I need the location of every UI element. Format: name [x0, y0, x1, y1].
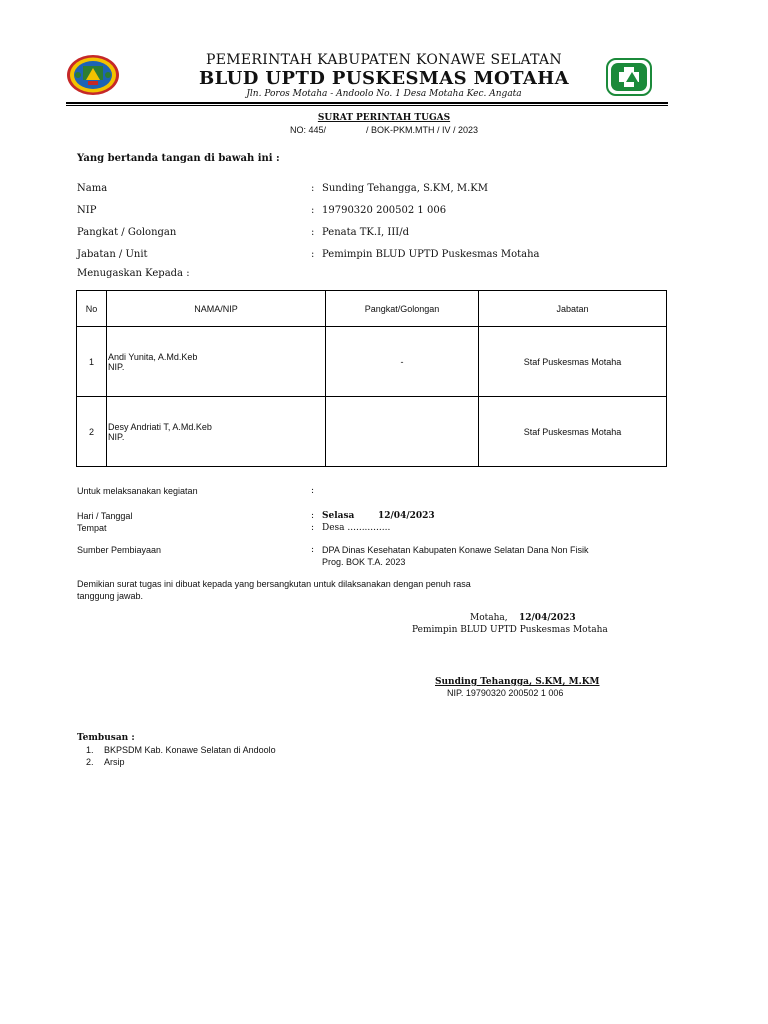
- field-value-nip: 19790320 200502 1 006: [322, 205, 447, 216]
- activity-label: Untuk melaksanakan kegiatan: [77, 486, 198, 496]
- row-pangkat: [326, 397, 479, 467]
- field-colon: :: [311, 486, 315, 496]
- date-label: Hari / Tanggal: [77, 511, 133, 521]
- signature-nip: NIP. 19790320 200502 1 006: [447, 688, 564, 698]
- tembusan-list: [86, 745, 276, 769]
- letter-number: NO: 445/ / BOK-PKM.MTH / IV / 2023: [289, 125, 479, 135]
- funding-line-1: DPA Dinas Kesehatan Kabupaten Konawe Selatan Dana Non Fisik: [322, 545, 589, 555]
- field-label-jabatan: Jabatan / Unit: [77, 249, 148, 260]
- field-value-nama: Sunding Tehangga, S.KM, M.KM: [322, 183, 488, 194]
- place-label: Tempat: [77, 523, 107, 533]
- signature-name: Sunding Tehangga, S.KM, M.KM: [435, 677, 600, 687]
- signature-date: 12/04/2023: [519, 613, 576, 623]
- funding-label: Sumber Pembiayaan: [77, 545, 162, 555]
- field-colon: :: [311, 227, 315, 238]
- address-line: Jln. Poros Motaha - Andoolo No. 1 Desa Motaha Kec. Angata: [246, 89, 522, 99]
- list-number: 1.: [86, 745, 94, 755]
- tembusan-label: Tembusan :: [77, 733, 135, 743]
- row-nama: [107, 327, 326, 397]
- list-text: BKPSDM Kab. Konawe Selatan di Andoolo: [104, 745, 276, 755]
- members-table: [76, 290, 667, 467]
- row-pangkat: -: [326, 327, 479, 397]
- row-jabatan: Staf Puskesmas Motaha: [479, 397, 667, 467]
- row-name: Desy Andriati T, A.Md.Keb: [108, 421, 212, 432]
- signature-position: Pemimpin BLUD UPTD Puskesmas Motaha: [412, 625, 608, 635]
- field-value-pangkat: Penata TK.I, III/d: [322, 227, 410, 238]
- assign-label: Menugaskan Kepada :: [77, 268, 190, 279]
- signature-place: Motaha,: [470, 613, 508, 623]
- table-header-row: [77, 291, 667, 327]
- header-nama: NAMA/NIP: [107, 291, 326, 327]
- field-colon: :: [311, 545, 315, 555]
- header-divider-thick: [66, 102, 668, 104]
- field-label-nama: Nama: [77, 183, 108, 194]
- header-jabatan: Jabatan: [479, 291, 667, 327]
- header-no: No: [77, 291, 107, 327]
- organization-heading: BLUD UPTD PUSKESMAS MOTAHA: [198, 68, 570, 89]
- list-number: 2.: [86, 757, 94, 767]
- row-name: Andi Yunita, A.Md.Keb: [108, 351, 198, 362]
- closing-line-2: tanggung jawab.: [77, 591, 144, 601]
- funding-line-2: Prog. BOK T.A. 2023: [322, 557, 406, 567]
- closing-line-1: Demikian surat tugas ini dibuat kepada yang bersangkutan untuk dilaksanakan dengan penuh rasa: [77, 579, 471, 589]
- row-nip: NIP.: [108, 361, 125, 372]
- table-row: [77, 327, 667, 397]
- signer-intro: Yang bertanda tangan di bawah ini :: [77, 153, 280, 164]
- field-colon: :: [311, 183, 315, 194]
- header-divider-thin: [66, 105, 668, 106]
- list-item: [86, 745, 276, 757]
- activity-date: 12/04/2023: [378, 511, 435, 521]
- header-pangkat: Pangkat/Golongan: [326, 291, 479, 327]
- row-nip: NIP.: [108, 431, 125, 442]
- field-colon: :: [311, 205, 315, 216]
- field-label-pangkat: Pangkat / Golongan: [77, 227, 177, 238]
- row-nama: [107, 397, 326, 467]
- activity-place: Desa ...............: [322, 523, 391, 533]
- field-colon: :: [311, 523, 315, 533]
- row-no: 1: [77, 327, 107, 397]
- table-row: [77, 397, 667, 467]
- letter-title: SURAT PERINTAH TUGAS: [317, 113, 451, 123]
- field-label-nip: NIP: [77, 205, 97, 216]
- government-heading: PEMERINTAH KABUPATEN KONAWE SELATAN: [206, 52, 562, 68]
- row-no: 2: [77, 397, 107, 467]
- list-text: Arsip: [104, 757, 125, 767]
- activity-day: Selasa: [322, 511, 355, 521]
- row-jabatan: Staf Puskesmas Motaha: [479, 327, 667, 397]
- field-value-jabatan: Pemimpin BLUD UPTD Puskesmas Motaha: [322, 249, 540, 260]
- field-colon: :: [311, 511, 315, 521]
- field-colon: :: [311, 249, 315, 260]
- list-item: [86, 757, 276, 769]
